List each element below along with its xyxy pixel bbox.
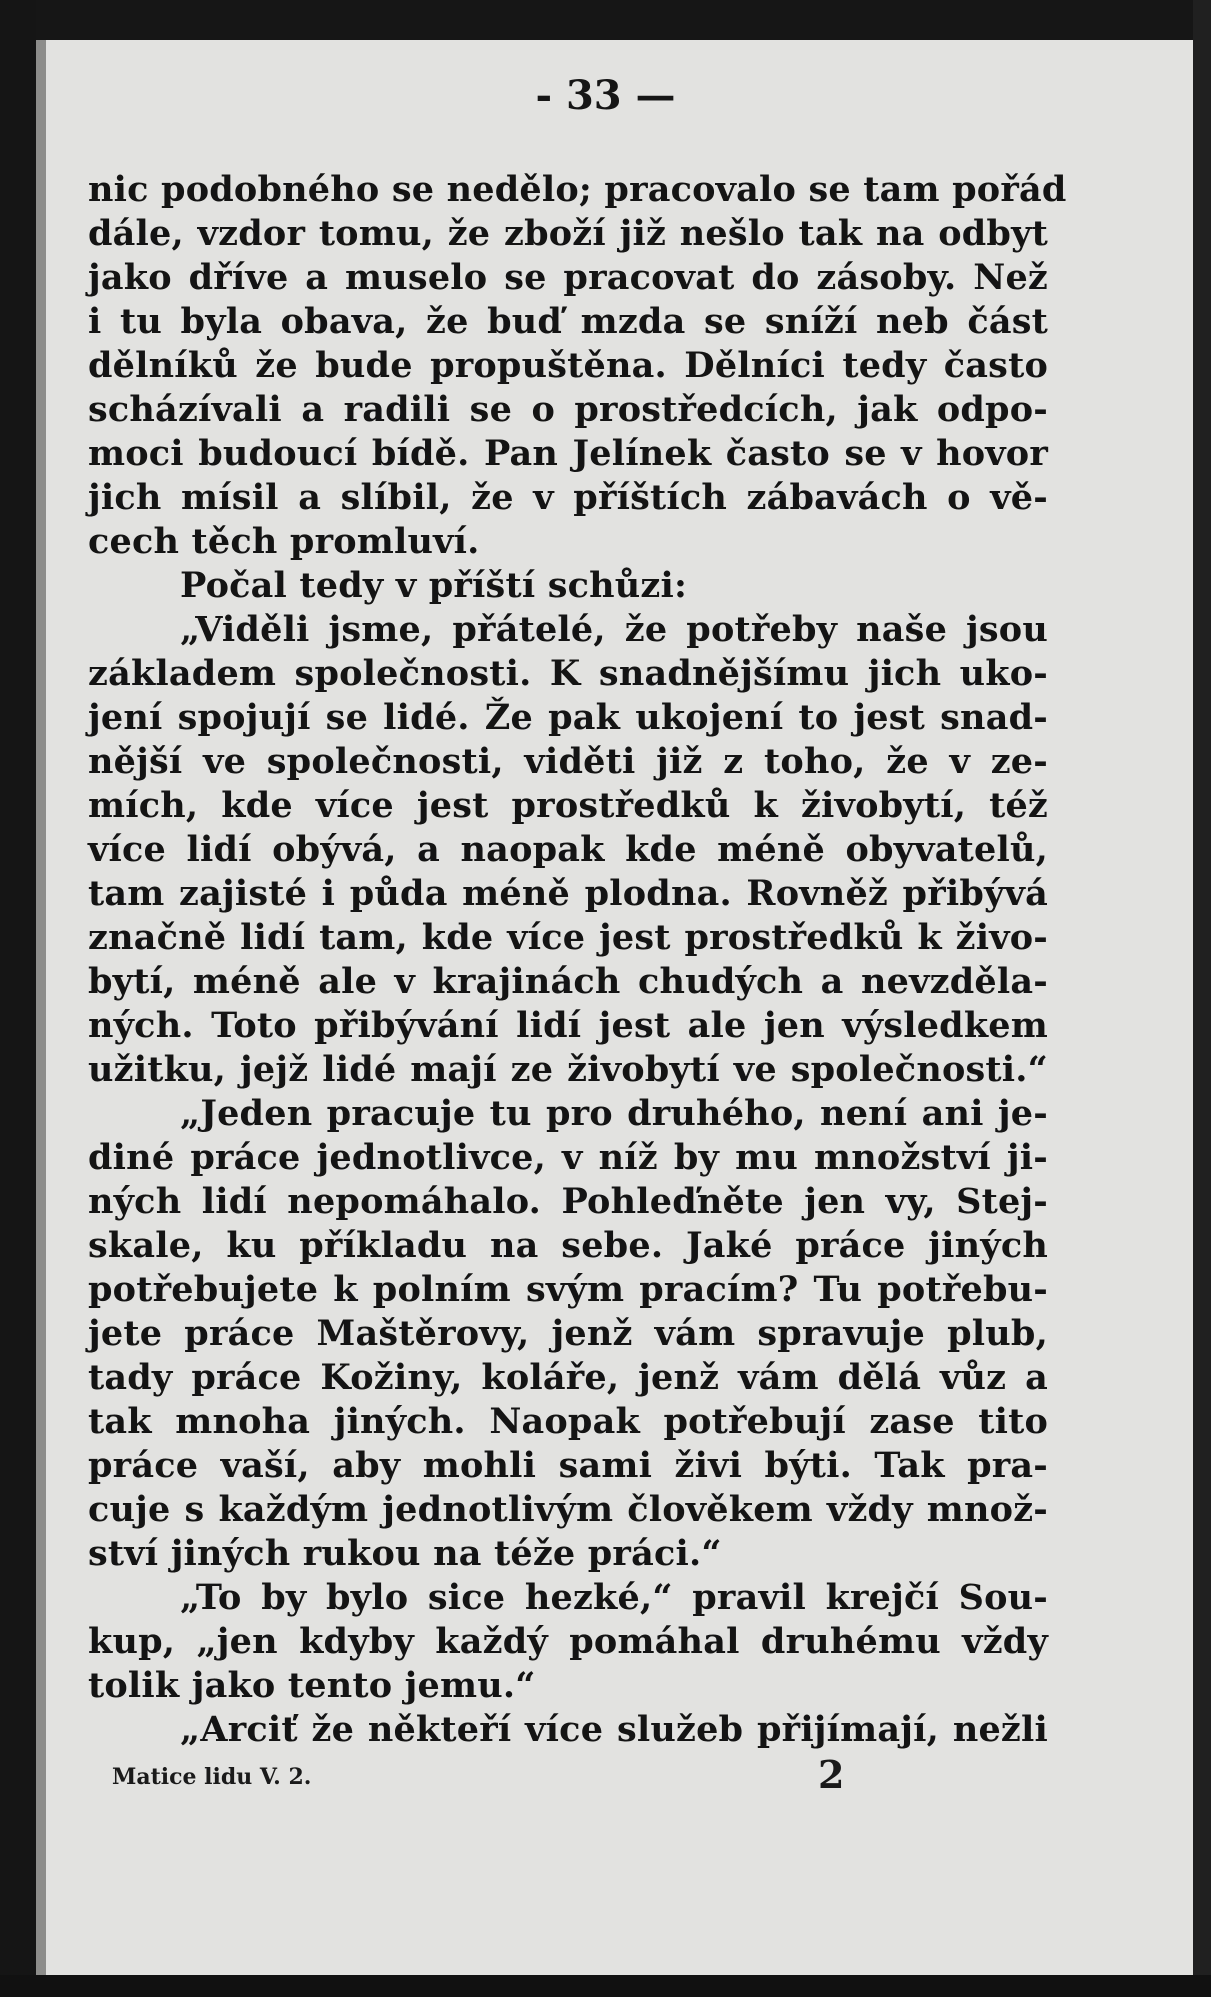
text-line: kup, „jen kdyby každý pomáhal druhému vždy: [88, 1621, 1048, 1662]
text-line: ných. Toto přibývání lidí jest ale jen výsledkem: [88, 1005, 1048, 1046]
footer-signature: Matice lidu V. 2.: [112, 1764, 312, 1790]
scan-border-right: [1193, 0, 1211, 1997]
text-line: scházívali a radili se o prostředcích, jak odpo-: [88, 389, 1048, 430]
text-line: ných lidí nepomáhalo. Pohleďněte jen vy, Stej-: [88, 1181, 1048, 1222]
text-line: značně lidí tam, kde více jest prostředků k živo-: [88, 917, 1048, 958]
text-line: mích, kde více jest prostředků k živobytí, též: [88, 785, 1048, 826]
scan-border-top: [0, 0, 1211, 40]
text-line: užitku, jejž lidé mají ze živobytí ve společnosti.“: [88, 1049, 1048, 1090]
page-number-header: - 33 —: [535, 72, 676, 119]
footer-sheet-number: 2: [818, 1752, 845, 1797]
text-line: dělníků že bude propuštěna. Dělníci tedy často: [88, 345, 1048, 386]
page-gutter: [36, 40, 46, 1997]
text-line: více lidí obývá, a naopak kde méně obyvatelů,: [88, 829, 1048, 870]
text-line: jete práce Maštěrovy, jenž vám spravuje plub,: [88, 1313, 1048, 1354]
text-line: jich mísil a slíbil, že v příštích zábavách o vě-: [88, 477, 1048, 518]
text-line: cuje s každým jednotlivým člověkem vždy množ-: [88, 1489, 1048, 1530]
text-line: jako dříve a muselo se pracovat do zásoby. Než: [88, 257, 1048, 298]
text-line: jení spojují se lidé. Že pak ukojení to jest snad-: [88, 697, 1048, 738]
text-line: diné práce jednotlivce, v níž by mu množství ji-: [88, 1137, 1048, 1178]
text-line: tady práce Kožiny, koláře, jenž vám dělá vůz a: [88, 1357, 1048, 1398]
text-line: moci budoucí bídě. Pan Jelínek často se v hovor: [88, 433, 1048, 474]
text-line: dále, vzdor tomu, že zboží již nešlo tak na odbyt: [88, 213, 1048, 254]
text-line: „Viděli jsme, přátelé, že potřeby naše jsou: [180, 609, 1048, 650]
text-line: tam zajisté i půda méně plodna. Rovněž přibývá: [88, 873, 1048, 914]
text-line: „Jeden pracuje tu pro druhého, není ani je-: [180, 1093, 1048, 1134]
text-line: základem společnosti. K snadnějšímu jich uko-: [88, 653, 1048, 694]
text-line: potřebujete k polním svým pracím? Tu potřebu-: [88, 1269, 1048, 1310]
text-line: skale, ku příkladu na sebe. Jaké práce jiných: [88, 1225, 1048, 1266]
text-line: bytí, méně ale v krajinách chudých a nevzděla-: [88, 961, 1048, 1002]
text-line: Počal tedy v příští schůzi:: [180, 565, 688, 606]
text-line: nější ve společnosti, viděti již z toho, že v ze-: [88, 741, 1048, 782]
text-line: nic podobného se nedělo; pracovalo se tam pořád: [88, 169, 1067, 210]
text-line: i tu byla obava, že buď mzda se sníží neb část: [88, 301, 1048, 342]
text-line: „Arciť že někteří více služeb přijímají, nežli: [180, 1709, 1048, 1750]
text-line: ství jiných rukou na téže práci.“: [88, 1533, 722, 1574]
scan-border-bottom: [0, 1975, 1211, 1997]
text-line: práce vaší, aby mohli sami živi býti. Tak pra-: [88, 1445, 1048, 1486]
text-line: cech těch promluví.: [88, 521, 480, 562]
text-line: „To by bylo sice hezké,“ pravil krejčí Sou-: [180, 1577, 1048, 1618]
scan-border-left: [0, 0, 36, 1997]
body-text: [88, 168, 1067, 1752]
text-line: tolik jako tento jemu.“: [88, 1665, 536, 1706]
text-line: tak mnoha jiných. Naopak potřebují zase tito: [88, 1401, 1048, 1442]
